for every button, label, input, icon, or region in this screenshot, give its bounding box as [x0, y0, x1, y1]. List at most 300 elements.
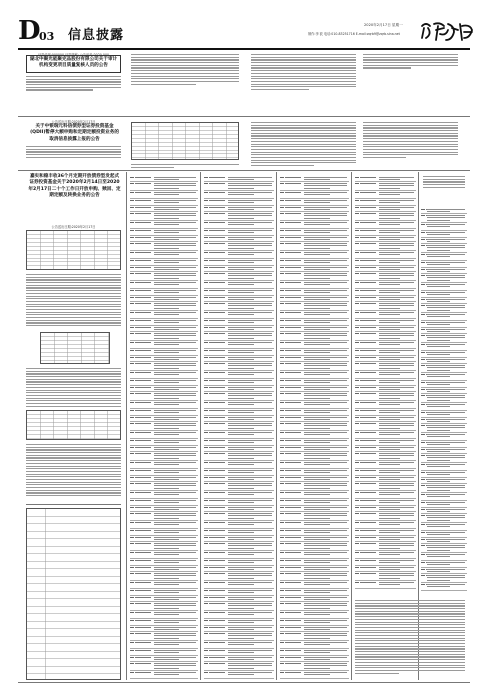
list-item-name — [285, 327, 301, 328]
list-item-detail — [154, 620, 196, 621]
list-item-name — [285, 657, 301, 658]
list-item-name — [285, 410, 301, 411]
list-item — [204, 469, 274, 476]
list-item-detail — [228, 560, 272, 561]
list-item-detail — [304, 507, 347, 508]
list-item-name — [285, 530, 301, 531]
list-item-detail — [154, 608, 179, 609]
list-item-detail — [304, 320, 347, 321]
list-item-detail — [154, 398, 179, 399]
list-item-detail — [154, 472, 179, 473]
list-item-name — [360, 552, 376, 553]
list-item-name — [285, 447, 301, 448]
list-item-detail — [228, 262, 254, 263]
list-item — [280, 649, 349, 656]
list-item-detail — [154, 389, 179, 390]
list-item-number — [355, 282, 359, 283]
announcement-3-body-c — [26, 444, 121, 498]
list-item-number — [280, 650, 284, 651]
list-item — [130, 461, 198, 469]
list-item — [204, 221, 274, 229]
list-item-detail — [228, 402, 272, 403]
list-item-name — [209, 252, 225, 253]
list-item-detail — [154, 368, 179, 369]
list-item-name — [209, 372, 225, 373]
list-item — [355, 439, 416, 446]
list-item-detail — [154, 575, 196, 576]
list-item-number — [280, 417, 284, 418]
list-item-name — [285, 590, 301, 591]
list-item-detail — [228, 322, 254, 323]
list-item — [130, 611, 198, 619]
list-item — [280, 662, 349, 671]
list-item-number — [204, 230, 208, 231]
list-item-detail — [228, 213, 272, 214]
list-item-detail — [304, 192, 347, 193]
list-item-number — [130, 492, 134, 493]
list-item-name — [209, 672, 225, 673]
list-item-detail — [154, 305, 196, 306]
list-item-detail — [304, 194, 330, 195]
list-item-detail — [379, 453, 414, 454]
list-item — [204, 371, 274, 379]
list-item-number — [355, 402, 359, 403]
list-item-detail — [154, 237, 196, 238]
list-item-detail — [304, 393, 347, 394]
list-item-detail — [304, 308, 330, 309]
list-item-detail — [379, 470, 414, 471]
list-item-name — [209, 200, 225, 201]
list-item-detail — [379, 262, 400, 263]
list-item-number — [280, 183, 284, 184]
list-item-detail — [228, 237, 272, 238]
list-item-number — [130, 470, 134, 471]
list-item-detail — [427, 515, 465, 516]
list-item-number — [421, 584, 425, 585]
list-item-detail — [228, 327, 272, 328]
list-item-detail — [154, 494, 179, 495]
list-item-detail — [379, 492, 414, 493]
list-item-detail — [154, 269, 179, 270]
list-item-number — [355, 207, 359, 208]
list-item-number — [204, 213, 208, 214]
list-item-detail — [427, 374, 465, 375]
list-item-detail — [427, 550, 450, 551]
list-item-detail — [228, 284, 254, 285]
announcement-2-title: 关于中银瑞元科信债券型证券投资基金(QDII)暂停大额申购和定期定额投资业务的取消信息披露上报的公告 — [30, 124, 119, 142]
list-item-number — [280, 530, 284, 531]
list-item-name — [135, 183, 151, 184]
list-item-name — [360, 560, 376, 561]
list-item-name — [285, 513, 301, 514]
list-item-detail — [427, 384, 450, 385]
list-item-detail — [228, 629, 254, 630]
list-item-detail — [228, 299, 254, 300]
list-item — [355, 311, 416, 319]
column-divider — [351, 172, 352, 680]
list-item-number — [130, 447, 134, 448]
list-item-detail — [379, 273, 414, 274]
list-item-number — [204, 312, 208, 313]
list-item-detail — [304, 659, 330, 660]
list-item-number — [204, 560, 208, 561]
list-item-detail — [427, 314, 465, 315]
list-item-number — [130, 357, 134, 358]
list-item-detail — [427, 234, 450, 235]
list-item-name — [360, 237, 376, 238]
list-item-detail — [228, 224, 254, 225]
list-item-name — [135, 200, 151, 201]
divider — [26, 504, 121, 505]
list-item-detail — [154, 470, 196, 471]
list-item-detail — [304, 215, 347, 216]
list-item — [355, 289, 416, 296]
list-item-detail — [427, 324, 450, 325]
list-item-detail — [379, 357, 414, 358]
list-item — [280, 401, 349, 409]
list-item-number — [421, 365, 425, 366]
list-item-detail — [427, 434, 465, 435]
list-item-number — [421, 554, 425, 555]
list-item — [130, 199, 198, 206]
list-item-name — [285, 380, 301, 381]
list-item-detail — [228, 442, 254, 443]
list-item-number — [355, 350, 359, 351]
list-item-name — [360, 387, 376, 388]
list-item-number — [421, 299, 425, 300]
list-item-detail — [304, 284, 330, 285]
list-item-detail — [154, 562, 179, 563]
list-item-number — [355, 500, 359, 501]
section-letter: D — [18, 16, 41, 46]
issue-date: 2020年2月17日 星期一 — [364, 23, 403, 27]
list-item — [421, 574, 467, 583]
list-item-name — [285, 582, 301, 583]
list-item-name — [360, 363, 376, 364]
list-item-number — [355, 380, 359, 381]
list-item-detail — [304, 232, 330, 233]
list-item-name — [360, 320, 376, 321]
list-item-detail — [154, 194, 179, 195]
list-item-detail — [427, 564, 450, 565]
list-item-detail — [304, 333, 347, 334]
list-item-detail — [154, 239, 179, 240]
list-item — [280, 422, 349, 431]
list-item-detail — [427, 322, 465, 323]
list-item-number — [355, 432, 359, 433]
list-item-detail — [228, 578, 254, 579]
list-item-number — [355, 453, 359, 454]
list-item-detail — [304, 260, 347, 261]
list-item-number — [280, 273, 284, 274]
list-item-name — [285, 477, 301, 478]
list-item — [280, 272, 349, 281]
list-item-name — [135, 380, 151, 381]
list-item — [280, 619, 349, 626]
list-item-number — [280, 470, 284, 471]
list-item-detail — [228, 492, 272, 493]
list-item-name — [360, 282, 376, 283]
list-item-number — [421, 352, 425, 353]
list-item — [130, 281, 198, 289]
list-item-detail — [228, 605, 272, 606]
list-item-number — [204, 380, 208, 381]
list-item-detail — [379, 458, 400, 459]
list-item-number — [421, 335, 425, 336]
list-item — [280, 349, 349, 356]
list-item — [130, 182, 198, 191]
list-item-detail — [228, 188, 254, 189]
list-item-detail — [154, 183, 196, 184]
list-item-number — [280, 663, 284, 664]
list-item-detail — [379, 532, 400, 533]
list-item-name — [360, 492, 376, 493]
list-item-name — [135, 453, 151, 454]
list-item-name — [360, 483, 376, 484]
list-item-number — [280, 440, 284, 441]
list-item-detail — [304, 657, 347, 658]
list-item-number — [280, 207, 284, 208]
list-item — [280, 542, 349, 551]
list-item-name — [285, 387, 301, 388]
list-item-number — [355, 267, 359, 268]
list-item-name — [360, 530, 376, 531]
list-item — [280, 259, 349, 266]
list-item — [204, 259, 274, 266]
list-item-detail — [228, 573, 272, 574]
list-item-detail — [427, 271, 450, 272]
list-item-detail — [427, 400, 450, 401]
list-item-detail — [379, 562, 400, 563]
list-item-number — [280, 582, 284, 583]
top-column-3 — [251, 54, 356, 92]
list-item — [204, 392, 274, 401]
list-item-detail — [304, 207, 347, 208]
list-item-detail — [154, 192, 196, 193]
list-item-detail — [304, 222, 347, 223]
list-item-number — [421, 575, 425, 576]
list-item-name — [285, 363, 301, 364]
list-item-number — [280, 177, 284, 178]
list-item-name — [360, 582, 376, 583]
list-item-detail — [379, 380, 414, 381]
list-item — [204, 551, 274, 559]
list-item-number — [421, 485, 425, 486]
list-item-name — [360, 447, 376, 448]
list-item-name — [135, 417, 151, 418]
list-item — [355, 521, 416, 529]
list-item — [130, 371, 198, 379]
list-item-number — [355, 357, 359, 358]
list-item-detail — [154, 260, 196, 261]
list-item-number — [280, 410, 284, 411]
list-item-detail — [154, 518, 179, 519]
list-item-name — [135, 440, 151, 441]
list-item-name — [135, 222, 151, 223]
list-item — [280, 251, 349, 259]
list-item-detail — [304, 573, 347, 574]
list-item — [204, 499, 274, 506]
list-item-number — [280, 363, 284, 364]
list-item-detail — [154, 635, 196, 636]
list-item-detail — [154, 614, 179, 615]
list-item-number — [204, 477, 208, 478]
list-item-number — [280, 260, 284, 261]
list-item-number — [280, 372, 284, 373]
list-item — [421, 343, 467, 351]
list-item-number — [204, 447, 208, 448]
list-item-name — [209, 663, 225, 664]
list-item-detail — [379, 284, 400, 285]
list-item-detail — [427, 520, 450, 521]
list-item-detail — [427, 404, 465, 405]
list-item-detail — [427, 215, 465, 216]
list-item — [130, 649, 198, 656]
list-item-number — [280, 402, 284, 403]
list-item-number — [130, 530, 134, 531]
list-item — [204, 529, 274, 536]
list-item-detail — [304, 357, 347, 358]
list-item-number — [130, 477, 134, 478]
list-item-name — [285, 642, 301, 643]
list-item-number — [130, 417, 134, 418]
list-item-detail — [379, 560, 414, 561]
list-item-name — [209, 297, 225, 298]
list-item-detail — [304, 275, 347, 276]
list-item — [130, 559, 198, 566]
list-item-detail — [154, 299, 179, 300]
list-item-name — [135, 363, 151, 364]
list-item-detail — [427, 247, 465, 248]
list-item-detail — [154, 455, 196, 456]
list-item-detail — [427, 421, 450, 422]
list-item-number — [204, 612, 208, 613]
list-item — [355, 461, 416, 469]
list-item-detail — [427, 217, 465, 218]
list-item-detail — [228, 239, 254, 240]
list-item — [280, 431, 349, 439]
list-item-name — [285, 273, 301, 274]
list-item-detail — [228, 320, 272, 321]
list-item-detail — [427, 502, 465, 503]
list-item-number — [130, 500, 134, 501]
list-item-detail — [228, 372, 272, 373]
list-item-number — [204, 273, 208, 274]
list-item-detail — [228, 614, 254, 615]
list-item-detail — [228, 273, 272, 274]
list-item-number — [280, 603, 284, 604]
list-item-name — [209, 363, 225, 364]
list-item-detail — [228, 552, 272, 553]
list-item-detail — [379, 278, 400, 279]
list-item-detail — [379, 485, 414, 486]
list-item-detail — [228, 612, 272, 613]
list-item-detail — [154, 382, 179, 383]
list-item — [421, 364, 467, 373]
list-item-detail — [304, 303, 347, 304]
list-item — [204, 341, 274, 349]
list-item-number — [204, 462, 208, 463]
list-item-detail — [154, 248, 179, 249]
list-item-detail — [379, 578, 400, 579]
list-item-detail — [228, 530, 272, 531]
list-item-detail — [304, 329, 330, 330]
list-item-number — [421, 412, 425, 413]
list-item-detail — [154, 442, 179, 443]
list-item-detail — [304, 177, 347, 178]
list-item-detail — [304, 252, 347, 253]
list-item-detail — [304, 245, 347, 246]
list-item-detail — [379, 363, 414, 364]
list-item-detail — [427, 307, 465, 308]
list-item-detail — [427, 496, 450, 497]
list-item-number — [130, 200, 134, 201]
list-item-number — [280, 252, 284, 253]
list-item-number — [421, 359, 425, 360]
list-item-number — [421, 442, 425, 443]
list-item-number — [421, 419, 425, 420]
list-item-detail — [228, 485, 272, 486]
list-item-number — [130, 333, 134, 334]
list-item-detail — [379, 417, 414, 418]
list-item — [355, 491, 416, 499]
list-item-detail — [228, 290, 272, 291]
list-item-number — [130, 290, 134, 291]
list-item-name — [360, 513, 376, 514]
list-item-detail — [427, 241, 450, 242]
list-item-name — [135, 582, 151, 583]
list-item-detail — [228, 278, 254, 279]
list-item-name — [209, 282, 225, 283]
list-item-detail — [304, 590, 347, 591]
list-item-number — [130, 327, 134, 328]
list-item-number — [130, 507, 134, 508]
list-item-detail — [304, 395, 347, 396]
list-item-number — [280, 672, 284, 673]
list-item — [355, 392, 416, 401]
list-item-detail — [154, 267, 196, 268]
editor-line: 制作:李 波 电话:010-83251716 E-mail:zqrb9@zqrb.sina.net — [308, 32, 400, 36]
list-item — [421, 471, 467, 478]
list-item-detail — [379, 412, 400, 413]
list-item — [280, 611, 349, 619]
list-item — [355, 242, 416, 251]
list-item-number — [204, 342, 208, 343]
list-item-detail — [154, 447, 196, 448]
list-item-detail — [427, 442, 465, 443]
list-item-detail — [379, 488, 400, 489]
list-item-name — [135, 387, 151, 388]
list-item-detail — [228, 472, 254, 473]
list-item-detail — [379, 423, 414, 424]
list-item-number — [421, 524, 425, 525]
list-item-number — [204, 492, 208, 493]
list-item-detail — [379, 509, 400, 510]
list-item-number — [130, 387, 134, 388]
list-item-detail — [427, 457, 465, 458]
list-item — [130, 499, 198, 506]
list-item-detail — [154, 462, 196, 463]
list-item-detail — [427, 329, 465, 330]
list-item-name — [285, 230, 301, 231]
list-item-number — [280, 320, 284, 321]
list-item — [421, 424, 467, 433]
list-item-number — [355, 273, 359, 274]
list-item-detail — [154, 578, 179, 579]
list-item-detail — [304, 663, 347, 664]
list-item — [204, 649, 274, 656]
list-item-number — [355, 243, 359, 244]
